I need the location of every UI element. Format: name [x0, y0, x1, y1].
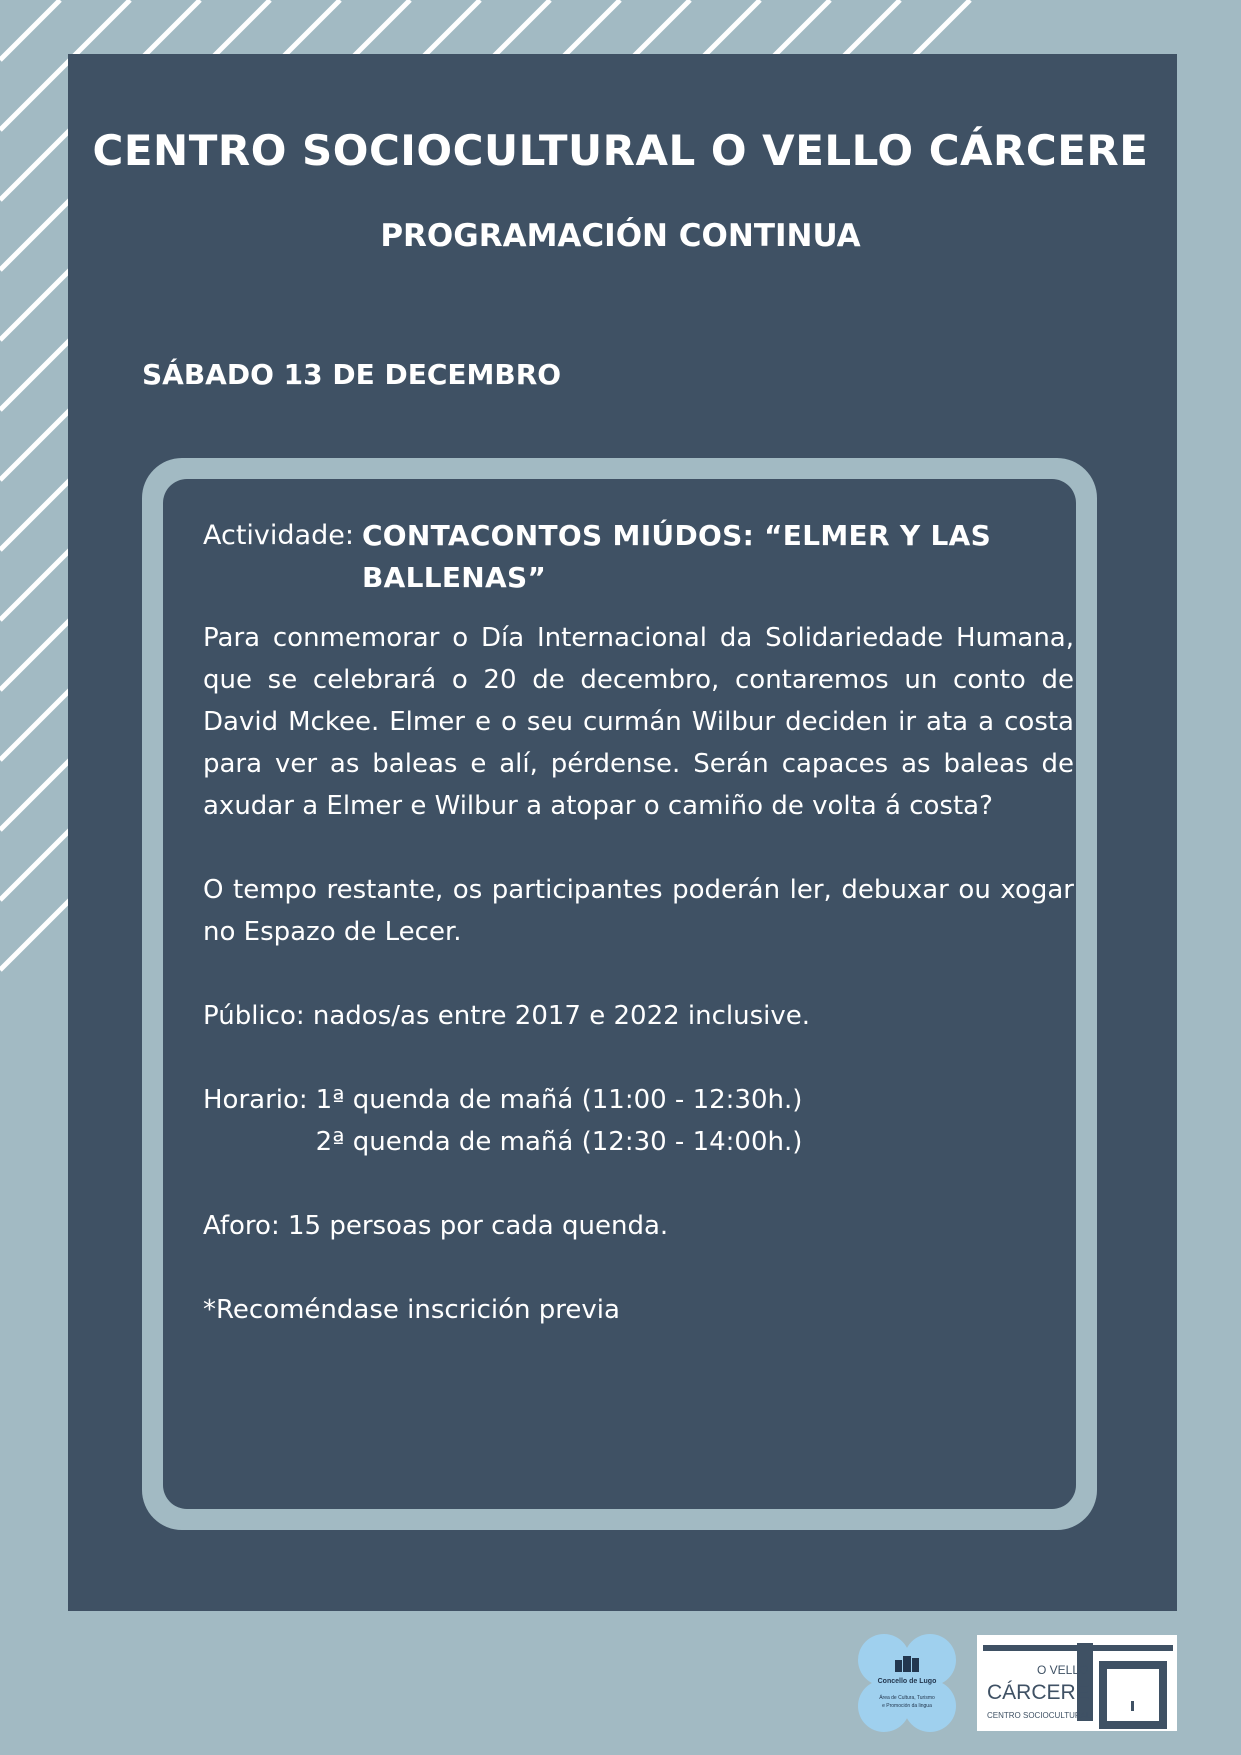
event-date: SÁBADO 13 DE DECEMBRO	[142, 358, 562, 391]
schedule-slot: 1ª quenda de mañá (11:00 - 12:30h.)	[315, 1085, 803, 1115]
carcere-logo-sub: CENTRO SOCIOCULTURAL	[987, 1711, 1091, 1720]
schedule-slot: 2ª quenda de mañá (12:30 - 14:00h.)	[315, 1127, 803, 1157]
lugo-logo-dept: Área de Cultura, Turismo	[879, 1695, 935, 1701]
schedule-slots	[316, 1079, 803, 1163]
page-subtitle: PROGRAMACIÓN CONTINUA	[380, 218, 861, 254]
activity-description: Para conmemorar o Día Internacional da Solidariedade Humana, que se celebrará o 20 de decembro, contaremos un conto de David Mckee. Elmer e o seu curmán Wilbur deciden ir ata a costa para ver as baleas e alí, pérdense. Serán capaces as baleas de axudar a Elmer e Wilbur a atopar o camiño de volta á costa?	[203, 623, 1074, 821]
page-title: CENTRO SOCIOCULTURAL O VELLO CÁRCERE	[92, 126, 1149, 175]
carcere-logo-name: CÁRCERE	[987, 1681, 1090, 1704]
activity-card	[142, 458, 1097, 1530]
lugo-logo-dept: e Promoción da lingua	[882, 1703, 932, 1709]
activity-extra-info: O tempo restante, os participantes poderán ler, debuxar ou xogar no Espazo de Lecer.	[203, 875, 1074, 947]
activity-header	[203, 515, 1074, 599]
lugo-logo-name: Concello de Lugo	[877, 1678, 937, 1685]
concello-de-lugo-logo	[858, 1634, 956, 1732]
schedule	[203, 1079, 1074, 1163]
carcere-logo-top: O VELLO	[1037, 1663, 1089, 1677]
schedule-label: Horario:	[203, 1085, 308, 1115]
o-vello-carcere-logo	[977, 1635, 1177, 1731]
capacity-info: Aforo: 15 persoas por cada quenda.	[203, 1211, 669, 1241]
activity-card-inner	[163, 479, 1076, 1509]
activity-content	[203, 515, 1074, 1331]
activity-label: Actividade:	[203, 520, 354, 551]
audience-info: Público: nados/as entre 2017 e 2022 inclusive.	[203, 1001, 811, 1031]
activity-title: CONTACONTOS MIÚDOS: “ELMER Y LAS BALLENAS”	[361, 519, 992, 594]
registration-note: *Recoméndase inscrición previa	[203, 1295, 620, 1325]
